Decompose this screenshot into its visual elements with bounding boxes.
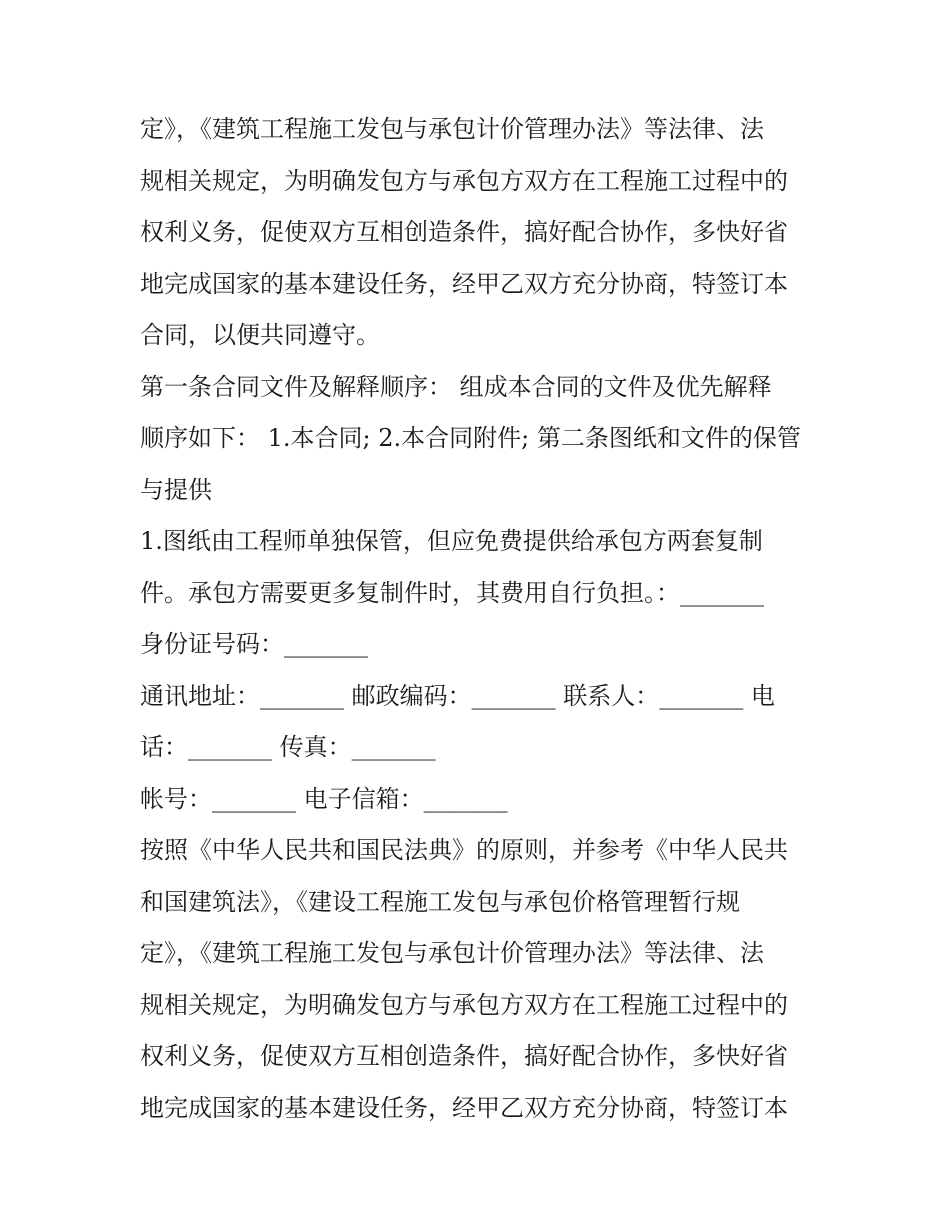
text-line: 定》，《建筑工程施工发包与承包计价管理办法》等法律、法 — [140, 115, 764, 143]
text-line: 规相关规定，为明确发包方与承包方双方在工程施工过程中的 — [140, 990, 788, 1019]
text-line: 规相关规定，为明确发包方与承包方双方在工程施工过程中的 — [140, 166, 788, 195]
text-line: 帐号：_______ 电子信箱：_______ — [140, 784, 508, 813]
text-line: 定》，《建筑工程施工发包与承包计价管理办法》等法律、法 — [140, 939, 764, 967]
text-line: 通讯地址：_______ 邮政编码：_______ 联系人：_______ 电 — [140, 681, 775, 710]
text-line: 权利义务，促使双方互相创造条件，搞好配合协作，多快好省 — [140, 218, 788, 246]
text-line: 第一条合同文件及解释顺序： 组成本合同的文件及优先解释 — [140, 372, 772, 401]
text-line: 按照《中华人民共和国民法典》的原则，并参考《中华人民共 — [140, 836, 788, 864]
text-line: 件。承包方需要更多复制件时，其费用自行负担。：_______ — [140, 578, 764, 607]
text-line: 权利义务，促使双方互相创造条件，搞好配合协作，多快好省 — [140, 1042, 788, 1070]
text-line: 身份证号码：_______ — [140, 630, 368, 658]
text-line: 顺序如下： 1.本合同; 2.本合同附件; 第二条图纸和文件的保管 — [140, 424, 801, 452]
contract-text — [140, 104, 820, 1134]
text-line: 地完成国家的基本建设任务，经甲乙双方充分协商，特签订本 — [140, 269, 788, 298]
text-line: 和国建筑法》，《建设工程施工发包与承包价格管理暂行规 — [140, 887, 740, 916]
text-line: 合同，以便共同遵守。 — [140, 321, 380, 349]
text-line: 地完成国家的基本建设任务，经甲乙双方充分协商，特签订本 — [140, 1093, 788, 1122]
text-line: 话：_______ 传真：_______ — [140, 733, 436, 761]
text-line: 1.图纸由工程师单独保管，但应免费提供给承包方两套复制 — [140, 527, 763, 555]
text-line: 与提供 — [140, 475, 212, 504]
